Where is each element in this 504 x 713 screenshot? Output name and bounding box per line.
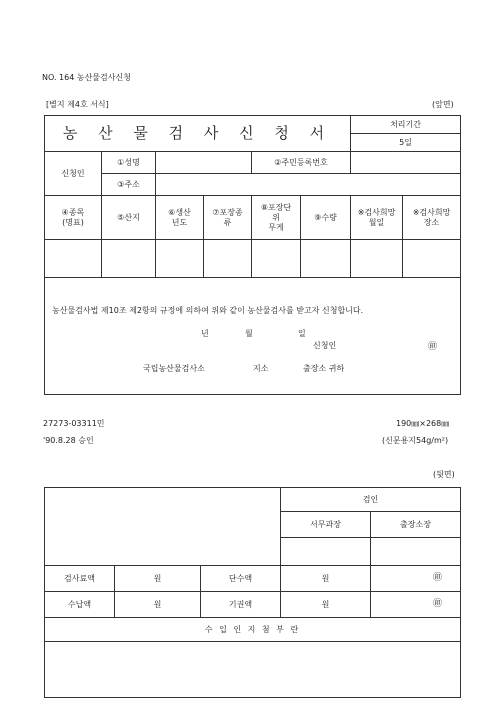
fraction-label: 단수액 [201, 566, 281, 592]
col-item: ④종목 (명표) [45, 196, 102, 240]
col-production-year: ⑥생산 년도 [156, 196, 204, 240]
col-package-weight: ⑧포장단 위 무게 [252, 196, 301, 240]
processing-period-label: 처리기간 [351, 116, 461, 134]
received-unit: 원 [115, 592, 201, 618]
fee-seal: ㊞ [371, 566, 461, 592]
blank-area [45, 488, 281, 566]
col-origin: ⑤산지 [102, 196, 156, 240]
outpost-chief-seal-box[interactable] [371, 538, 461, 566]
stamp-attach-area[interactable] [45, 642, 461, 698]
col-desired-date: ※검사희망 월일 [351, 196, 403, 240]
front-label: (앞면) [432, 100, 454, 109]
entry-cell[interactable] [204, 240, 252, 278]
id-label: ②주민등록번호 [252, 152, 351, 174]
col-quantity: ⑨수량 [301, 196, 351, 240]
fee-unit: 원 [115, 566, 201, 592]
seal-mark: ㊞ [428, 342, 438, 352]
entry-cell[interactable] [252, 240, 301, 278]
processing-period-value: 5일 [351, 134, 461, 152]
name-label: ①성명 [102, 152, 156, 174]
stamp-attach-label: 수 입 인 지 첨 부 란 [45, 618, 461, 642]
entry-cell[interactable] [351, 240, 403, 278]
address-field[interactable] [156, 174, 461, 196]
approval-date: '90.8.28 승인 [43, 436, 94, 445]
signer-label: 신청인 [313, 341, 337, 350]
outpost-recipient: 출장소 귀하 [303, 364, 345, 373]
waived-unit: 원 [281, 592, 371, 618]
date-year: 년 [201, 329, 209, 338]
form-code: 27273-03311민 [43, 419, 105, 428]
entry-cell[interactable] [102, 240, 156, 278]
chief-seal-box[interactable] [281, 538, 371, 566]
col-desired-place: ※검사희망 장소 [403, 196, 461, 240]
date-day: 일 [298, 329, 306, 338]
entry-cell[interactable] [403, 240, 461, 278]
entry-cell[interactable] [301, 240, 351, 278]
front-form-table [44, 115, 461, 395]
paper-size: 190㎜×268㎜ [396, 419, 450, 428]
fraction-unit: 원 [281, 566, 371, 592]
form-tag: [별지 제4호 서식] [46, 100, 109, 109]
date-month: 월 [245, 329, 253, 338]
outpost-chief-label: 출장소장 [371, 512, 461, 538]
back-form-table [44, 487, 461, 698]
address-label: ③주소 [102, 174, 156, 196]
back-label: (뒷면) [433, 470, 455, 479]
chief-label: 서무과장 [281, 512, 371, 538]
paper-type: (신문용지54g/m²) [382, 436, 449, 445]
received-seal: ㊞ [371, 592, 461, 618]
received-label: 수납액 [45, 592, 115, 618]
applicant-label: 신청인 [45, 152, 102, 196]
col-package-type: ⑦포장종 류 [204, 196, 252, 240]
office-name: 국립농산물검사소 [143, 364, 205, 373]
statement-text: 농산물검사법 제10조 제2항의 규정에 의하여 위와 같이 농산물검사를 받고자 신청합니다. [52, 306, 364, 315]
entry-cell[interactable] [45, 240, 102, 278]
document-number: NO. 164 농산물검사신청 [42, 73, 131, 82]
inspection-label: 검인 [281, 488, 461, 512]
form-title: 농 산 물 검 사 신 청 서 [45, 116, 351, 152]
fee-label: 검사료액 [45, 566, 115, 592]
id-field[interactable] [351, 152, 461, 174]
waived-label: 기권액 [201, 592, 281, 618]
name-field[interactable] [156, 152, 252, 174]
branch-name: 지소 [253, 364, 269, 373]
entry-cell[interactable] [156, 240, 204, 278]
